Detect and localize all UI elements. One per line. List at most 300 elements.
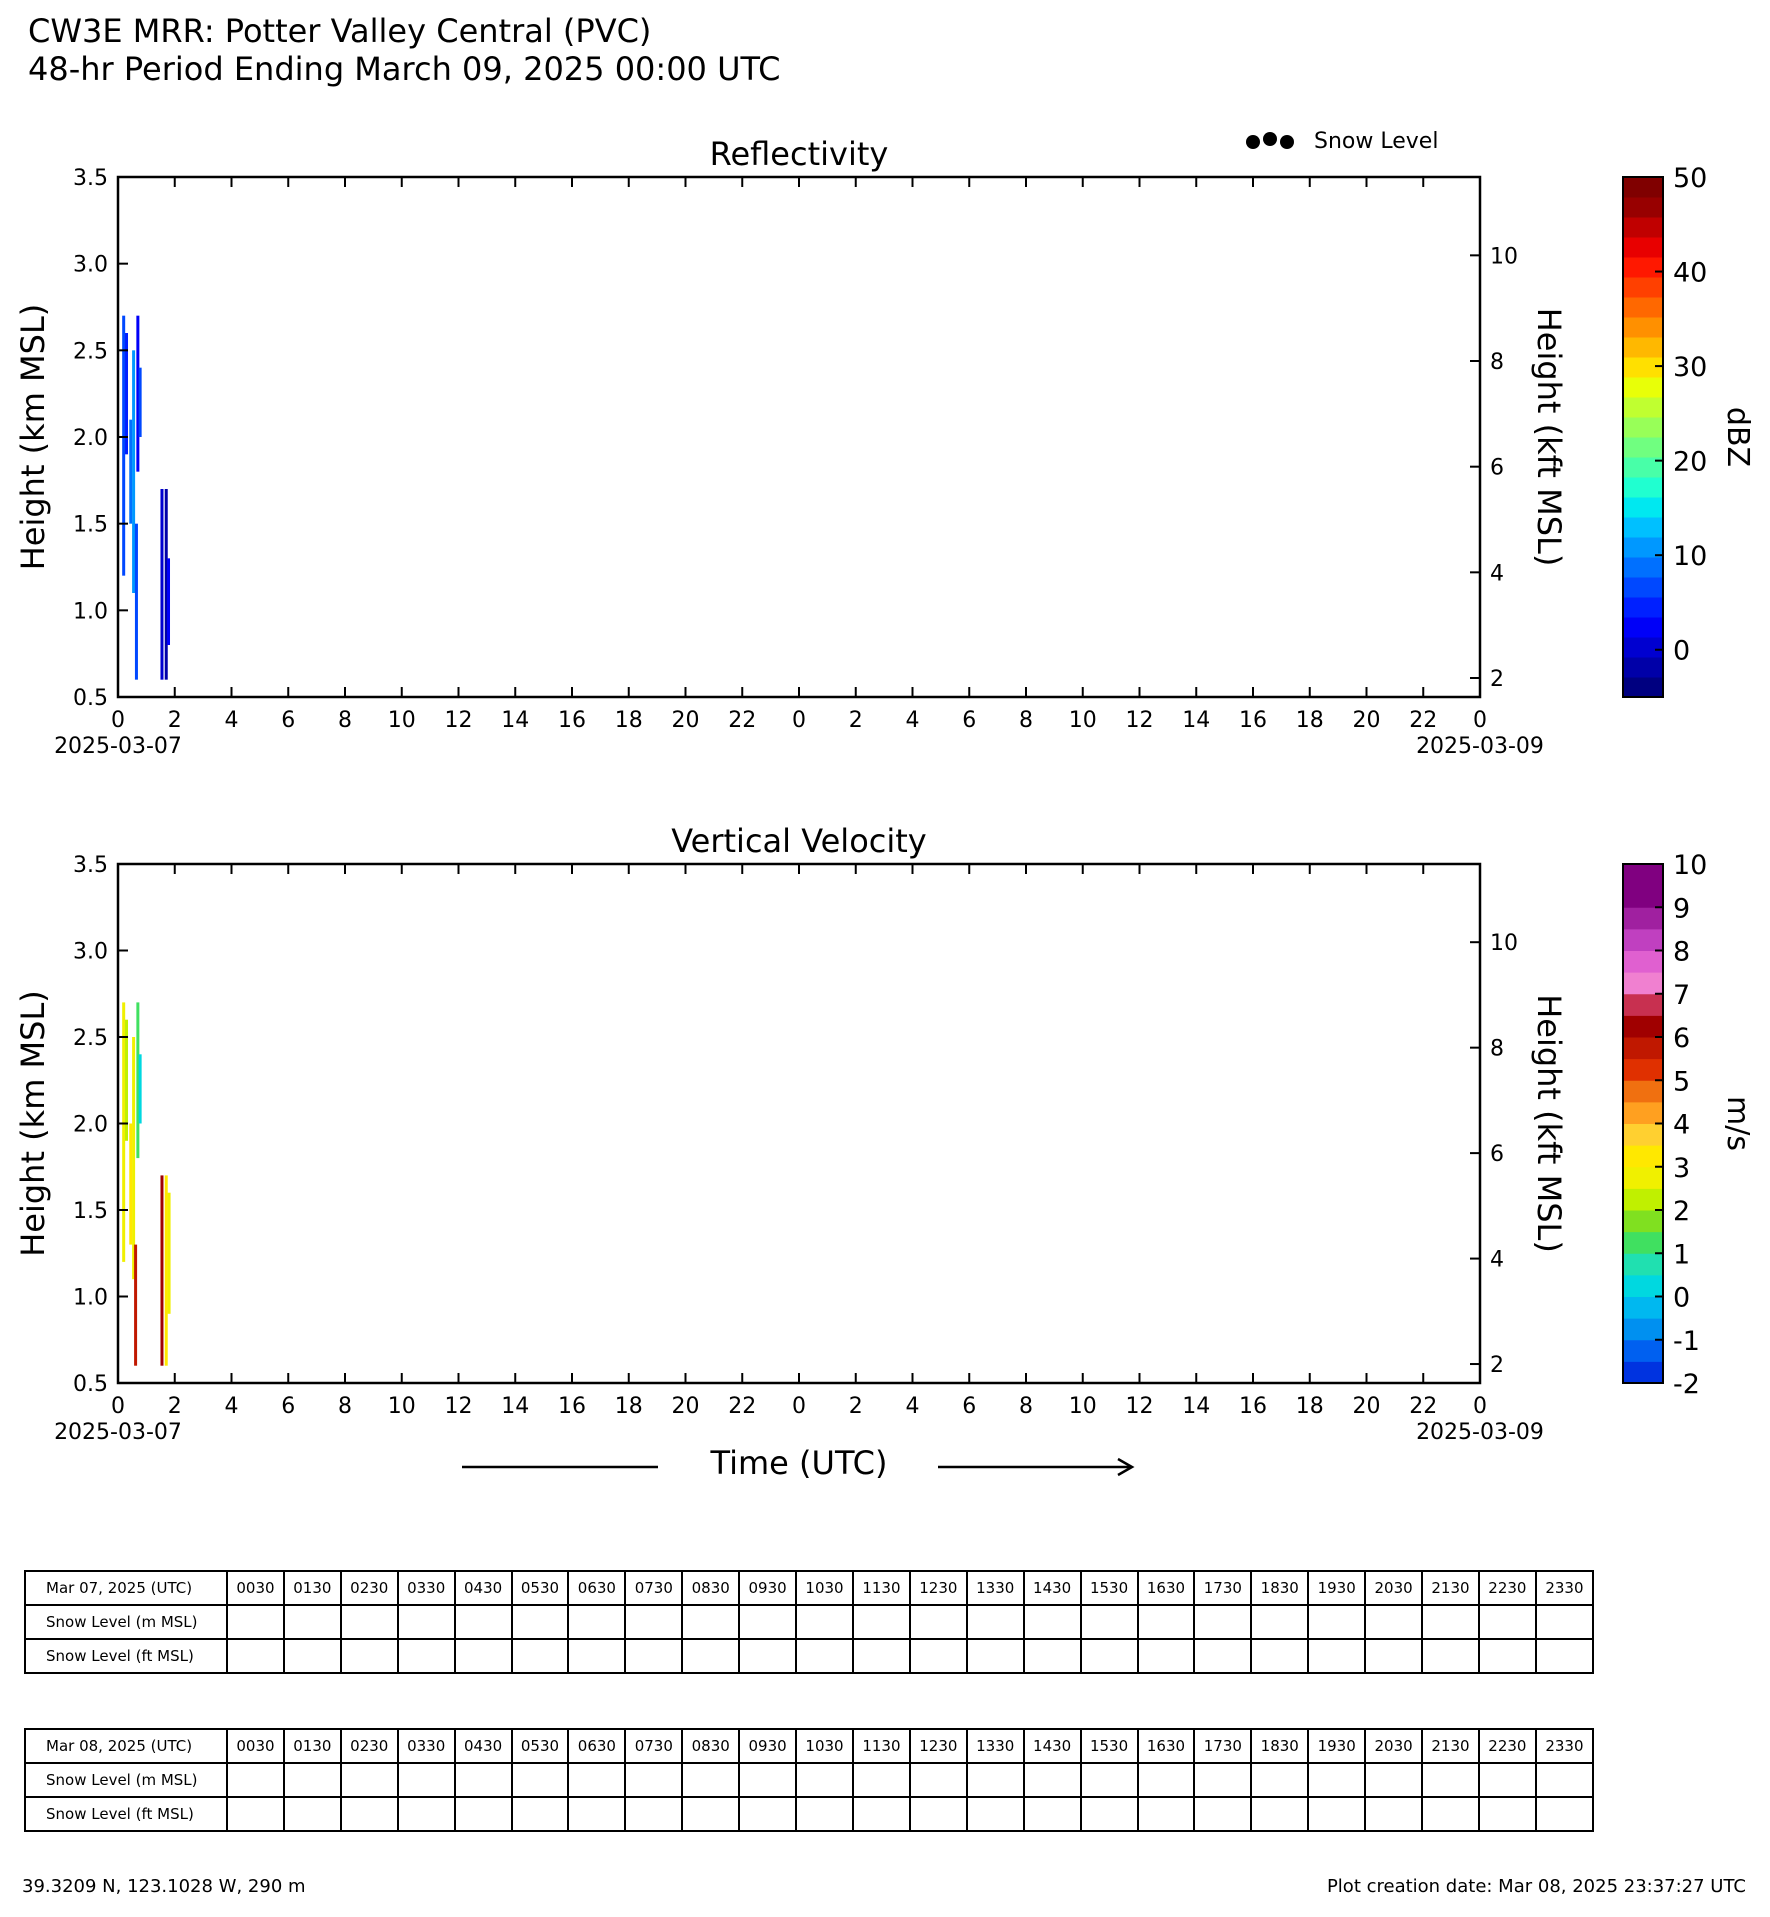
x-tick-label: 22 [1409,708,1438,733]
y2-tick-label: 6 [1490,455,1504,481]
x-tick-label: 2 [848,1394,863,1419]
colorbar-tick-label: 50 [1673,163,1708,194]
data-cell [139,1054,142,1123]
snow-table-time-cell: 0230 [341,1729,398,1763]
x-tick-label: 6 [281,1394,296,1419]
chart-title: CW3E MRR: Potter Valley Central (PVC) [28,12,652,50]
snow-table-time-cell: 2130 [1422,1571,1479,1605]
snow-table-value-cell [910,1763,967,1797]
snow-table-row-label: Snow Level (m MSL) [25,1763,227,1797]
colorbar-tick-label: 0 [1673,1282,1691,1314]
y-tick-label: 3.5 [73,853,108,878]
colorbar-tick-label: 10 [1673,850,1708,881]
snow-table-value-cell [1422,1763,1479,1797]
snow-table-time-cell: 1530 [1081,1729,1138,1763]
y2-tick-label: 4 [1490,561,1504,587]
colorbar-swatch [1623,657,1663,678]
snow-table-date-label: Mar 08, 2025 (UTC) [25,1729,227,1763]
y-tick-label: 2.5 [73,339,108,365]
snow-table-value-cell [227,1797,284,1831]
x-tick-label: 0 [111,1394,125,1419]
snow-table-value-cell [739,1763,796,1797]
colorbar-swatch [1623,377,1663,398]
colorbar-swatch [1623,677,1663,698]
snow-table-value-cell [284,1797,341,1831]
colorbar-swatch [1623,237,1663,258]
x-tick-label: 14 [1182,1394,1211,1419]
snow-table-time-cell: 0730 [625,1571,682,1605]
snow-table-header-row [25,1571,1593,1605]
data-cell [139,368,142,437]
station-location: 39.3209 N, 123.1028 W, 290 m [22,1876,306,1897]
snow-table-row [25,1763,1593,1797]
snow-table-value-cell [853,1763,910,1797]
plot-frame [118,864,1480,1383]
snow-table-value-cell [398,1639,455,1673]
y2-tick-label: 6 [1490,1142,1504,1168]
snow-table-value-cell [796,1639,853,1673]
snow-table-value-cell [625,1605,682,1639]
snow-table-value-cell [853,1639,910,1673]
x-tick-label: 0 [792,1394,806,1419]
x-tick-label: 18 [614,1394,643,1419]
snow-table-value-cell [1251,1605,1308,1639]
snow-table-time-cell: 0530 [512,1571,569,1605]
snow-table-value-cell [796,1763,853,1797]
snow-table-time-cell: 1830 [1251,1729,1308,1763]
snow-table-value-cell [1365,1763,1422,1797]
colorbar-swatch [1623,886,1663,908]
snow-table-time-cell: 1130 [853,1729,910,1763]
snow-table-value-cell [1138,1639,1195,1673]
x-tick-label: 20 [671,708,700,733]
colorbar-tick-label: 6 [1673,1023,1691,1054]
colorbar-tick-label: 30 [1673,352,1708,384]
snow-table-value-cell [1365,1639,1422,1673]
snow-table-value-cell [341,1763,398,1797]
colorbar-tick-label: 5 [1673,1066,1691,1098]
x-tick-label: 2 [848,708,863,733]
colorbar-swatch [1623,1167,1663,1189]
snow-table-time-cell: 1630 [1138,1571,1195,1605]
y2-tick-label: 2 [1490,667,1504,693]
x-tick-label: 22 [728,1394,757,1419]
end-date-label: 2025-03-09 [1416,734,1544,759]
snow-table-value-cell [1251,1763,1308,1797]
snow-table-time-cell: 1830 [1251,1571,1308,1605]
colorbar-tick-label: -2 [1673,1369,1700,1400]
colorbar-swatch [1623,497,1663,518]
y-tick-label: 0.5 [73,686,108,711]
snow-table-value-cell [967,1797,1024,1831]
x-tick-label: 6 [962,1394,977,1419]
snow-table-value-cell [1308,1639,1365,1673]
colorbar-swatch [1623,1361,1663,1383]
colorbar-tick-label: 40 [1673,257,1708,289]
snow-table-value-cell [739,1797,796,1831]
x-tick-label: 0 [111,708,125,733]
snow-table-value-cell [1081,1763,1138,1797]
colorbar-swatch [1623,637,1663,658]
snow-table-row-label: Snow Level (m MSL) [25,1605,227,1639]
snow-table-value-cell [1422,1797,1479,1831]
colorbar-tick-label: 3 [1673,1152,1691,1184]
snow-table-value-cell [1194,1639,1251,1673]
snow-level-table-day2 [24,1728,1594,1832]
snow-table-value-cell [455,1605,512,1639]
snow-table-value-cell [1308,1605,1365,1639]
x-tick-label: 20 [671,1394,700,1419]
snow-table-time-cell: 2030 [1365,1729,1422,1763]
snow-table-value-cell [1024,1763,1081,1797]
snow-table-time-cell: 2230 [1479,1729,1536,1763]
snow-table-date-label: Mar 07, 2025 (UTC) [25,1571,227,1605]
x-tick-label: 10 [1068,708,1097,733]
x-tick-label: 4 [905,708,920,733]
snow-table-time-cell: 1530 [1081,1571,1138,1605]
x-tick-label: 18 [1295,1394,1324,1419]
data-cell [167,558,170,645]
snow-table-time-cell: 1430 [1024,1571,1081,1605]
y-tick-label: 2.0 [73,426,108,451]
snow-table-value-cell [796,1797,853,1831]
colorbar-swatch [1623,517,1663,538]
y-tick-label: 2.5 [73,1026,108,1051]
x-tick-label: 8 [1019,708,1033,733]
colorbar-swatch [1623,577,1663,598]
snow-table-time-cell: 0330 [398,1729,455,1763]
snow-table-time-cell: 2130 [1422,1729,1479,1763]
x-tick-label: 16 [1239,708,1267,733]
x-tick-label: 6 [962,708,977,733]
x-tick-label: 2 [167,1394,182,1419]
snow-table-time-cell: 1630 [1138,1729,1195,1763]
x-tick-label: 4 [224,1394,239,1419]
snow-table-time-cell: 0330 [398,1571,455,1605]
colorbar-swatch [1623,257,1663,278]
snow-table-value-cell [284,1639,341,1673]
colorbar-tick-label: 4 [1673,1109,1691,1141]
x-tick-label: 0 [1473,1394,1487,1419]
data-cell [135,524,138,680]
x-tick-label: 4 [905,1394,920,1419]
snow-table-value-cell [739,1639,796,1673]
x-tick-label: 4 [224,708,239,733]
snow-table-value-cell [341,1639,398,1673]
snow-table-value-cell [682,1605,739,1639]
x-tick-label: 18 [1295,708,1324,733]
snow-table-value-cell [568,1605,625,1639]
snow-table-value-cell [796,1605,853,1639]
data-cell [129,420,132,524]
snow-table-time-cell: 0430 [455,1729,512,1763]
colorbar-swatch [1623,1232,1663,1254]
snow-table-value-cell [739,1605,796,1639]
snow-table-value-cell [1138,1605,1195,1639]
colorbar-swatch [1623,597,1663,618]
y2-tick-label: 8 [1490,350,1504,376]
x-tick-label: 20 [1352,1394,1381,1419]
snow-table-time-cell: 0230 [341,1571,398,1605]
snow-table-value-cell [625,1639,682,1673]
snow-table-time-cell: 2330 [1536,1571,1593,1605]
snow-table-value-cell [853,1797,910,1831]
colorbar-swatch [1623,1253,1663,1275]
snow-table-value-cell [1536,1605,1593,1639]
colorbar-swatch [1623,277,1663,298]
snow-table-time-cell: 0130 [284,1571,341,1605]
snow-table-time-cell: 0530 [512,1729,569,1763]
snow-table-row [25,1797,1593,1831]
x-tick-label: 18 [614,708,643,733]
colorbar-swatch [1623,477,1663,498]
y-tick-label: 2.0 [73,1112,108,1138]
snow-table-value-cell [1194,1605,1251,1639]
x-tick-label: 12 [1125,708,1154,733]
snow-table-value-cell [512,1639,569,1673]
snow-table-value-cell [1479,1639,1536,1673]
snow-table-time-cell: 0030 [227,1729,284,1763]
snow-table-time-cell: 0630 [568,1571,625,1605]
x-tick-label: 22 [728,708,757,733]
colorbar-swatch [1623,1037,1663,1059]
data-cell [160,1175,163,1365]
snow-table-row [25,1639,1593,1673]
colorbar-swatch [1623,907,1663,929]
colorbar-swatch [1623,337,1663,358]
colorbar-swatch [1623,357,1663,378]
chart-subtitle: 48-hr Period Ending March 09, 2025 00:00 UTC [28,50,781,88]
snow-table-value-cell [512,1605,569,1639]
x-tick-label: 12 [444,1394,473,1419]
snow-level-marker [1263,132,1277,146]
colorbar-swatch [1623,994,1663,1016]
x-tick-label: 8 [338,1394,352,1419]
x-tick-label: 16 [1239,1394,1267,1419]
colorbar-label: dBZ [1720,406,1755,468]
x-tick-label: 20 [1352,708,1381,733]
snow-table-time-cell: 1330 [967,1571,1024,1605]
start-date-label: 2025-03-07 [54,734,182,759]
snow-table-value-cell [1365,1797,1422,1831]
snow-table-time-cell: 1730 [1194,1571,1251,1605]
snow-table-value-cell [967,1605,1024,1639]
snow-table-time-cell: 0630 [568,1729,625,1763]
colorbar-swatch [1623,1275,1663,1297]
y-tick-label: 1.5 [73,512,108,538]
colorbar-tick-label: 1 [1673,1239,1691,1271]
data-cell [132,1037,135,1279]
colorbar-swatch [1623,1080,1663,1102]
snow-table-row-label: Snow Level (ft MSL) [25,1797,227,1831]
colorbar-tick-label: -1 [1673,1325,1700,1357]
y-axis-label: Height (km MSL) [14,990,52,1257]
snow-table-value-cell [455,1639,512,1673]
plot-creation-date: Plot creation date: Mar 08, 2025 23:37:27 UTC [1326,1876,1746,1897]
snow-table-time-cell: 0430 [455,1571,512,1605]
snow-table-time-cell: 0830 [682,1571,739,1605]
snow-table-value-cell [568,1639,625,1673]
data-cell [132,350,135,593]
x-tick-label: 0 [1473,708,1487,733]
y-tick-label: 1.5 [73,1199,108,1224]
snow-level-table-day1 [24,1570,1594,1674]
colorbar-swatch [1623,1340,1663,1362]
snow-table-value-cell [1081,1797,1138,1831]
colorbar-swatch [1623,297,1663,318]
snow-table-value-cell [227,1639,284,1673]
colorbar-swatch [1623,197,1663,218]
colorbar-tick-label: 2 [1673,1196,1691,1227]
colorbar-swatch [1623,397,1663,418]
colorbar-swatch [1623,1015,1663,1037]
snow-table-time-cell: 1030 [796,1571,853,1605]
colorbar-swatch [1623,1059,1663,1081]
colorbar-swatch [1623,217,1663,238]
snow-table-value-cell [910,1605,967,1639]
snow-table-value-cell [568,1797,625,1831]
snow-table-value-cell [625,1763,682,1797]
snow-table-value-cell [341,1797,398,1831]
snow-table-value-cell [284,1763,341,1797]
snow-table-value-cell [227,1605,284,1639]
snow-table-value-cell [512,1763,569,1797]
snow-table-value-cell [341,1605,398,1639]
x-tick-label: 10 [1068,1394,1097,1419]
colorbar-swatch [1623,177,1663,198]
snow-table-time-cell: 1030 [796,1729,853,1763]
snow-table-header-row [25,1729,1593,1763]
colorbar-tick-label: 20 [1673,446,1708,478]
colorbar-swatch [1623,437,1663,458]
time-axis-label: Time (UTC) [710,1444,888,1482]
snow-table-value-cell [1251,1797,1308,1831]
x-tick-label: 2 [167,708,182,733]
colorbar-tick-label: 8 [1673,936,1691,968]
snow-table-value-cell [455,1797,512,1831]
colorbar-swatch [1623,972,1663,994]
snow-table-value-cell [967,1763,1024,1797]
snow-table-value-cell [625,1797,682,1831]
x-tick-label: 6 [281,708,296,733]
y2-tick-label: 10 [1490,931,1518,957]
snow-table-value-cell [398,1763,455,1797]
colorbar-swatch [1623,951,1663,973]
snow-table-value-cell [1138,1797,1195,1831]
data-cell [165,1175,168,1365]
data-cell [160,489,163,680]
snow-table-value-cell [1479,1797,1536,1831]
y-tick-label: 3.5 [73,166,108,191]
snow-level-legend-label: Snow Level [1314,129,1439,154]
snow-table-value-cell [853,1605,910,1639]
snow-table-time-cell: 1430 [1024,1729,1081,1763]
snow-table-time-cell: 1230 [910,1729,967,1763]
snow-level-marker [1246,135,1260,149]
y-tick-label: 3.0 [73,939,108,965]
snow-table-time-cell: 0930 [739,1729,796,1763]
snow-table-value-cell [1194,1763,1251,1797]
x-tick-label: 0 [792,708,806,733]
x-tick-label: 22 [1409,1394,1438,1419]
x-tick-label: 16 [558,708,586,733]
snow-table-time-cell: 1930 [1308,1729,1365,1763]
snow-table-value-cell [1024,1639,1081,1673]
snow-table-value-cell [1081,1639,1138,1673]
snow-table-value-cell [455,1763,512,1797]
x-tick-label: 10 [387,708,416,733]
snow-table-time-cell: 0730 [625,1729,682,1763]
snow-table-value-cell [1024,1605,1081,1639]
data-cell [122,316,125,576]
snow-table-value-cell [682,1639,739,1673]
colorbar-swatch [1623,1124,1663,1146]
y-tick-label: 1.0 [73,1285,108,1311]
snow-table-value-cell [1251,1639,1308,1673]
x-tick-label: 14 [1182,708,1211,733]
panel-title: Vertical Velocity [671,822,927,860]
snow-table-value-cell [1422,1605,1479,1639]
snow-table-value-cell [398,1605,455,1639]
colorbar-tick-label: 0 [1673,635,1691,667]
colorbar-tick-label: 7 [1673,979,1691,1011]
snow-table-value-cell [284,1605,341,1639]
x-tick-label: 8 [1019,1394,1033,1419]
snow-table-time-cell: 2030 [1365,1571,1422,1605]
colorbar-swatch [1623,1145,1663,1167]
colorbar-swatch [1623,417,1663,438]
colorbar-tick-label: 9 [1673,893,1691,925]
snow-table-value-cell [1422,1639,1479,1673]
x-tick-label: 8 [338,708,352,733]
snow-table-value-cell [682,1763,739,1797]
y-tick-label: 1.0 [73,599,108,625]
snow-table-value-cell [568,1763,625,1797]
y2-tick-label: 4 [1490,1247,1504,1273]
snow-table-time-cell: 0830 [682,1729,739,1763]
snow-table-time-cell: 0030 [227,1571,284,1605]
y2-tick-label: 10 [1490,244,1518,270]
x-tick-label: 12 [444,708,473,733]
x-tick-label: 12 [1125,1394,1154,1419]
snow-table-value-cell [1308,1797,1365,1831]
y-axis-label: Height (km MSL) [14,303,52,571]
y2-tick-label: 2 [1490,1353,1504,1379]
colorbar-swatch [1623,1102,1663,1124]
data-cell [122,1002,125,1262]
snow-table-time-cell: 0930 [739,1571,796,1605]
x-tick-label: 16 [558,1394,586,1419]
snow-table-value-cell [1479,1763,1536,1797]
snow-table-value-cell [1081,1605,1138,1639]
snow-table-value-cell [1536,1797,1593,1831]
snow-level-marker [1280,135,1294,149]
data-cell [168,1193,171,1314]
snow-table-time-cell: 1330 [967,1729,1024,1763]
snow-table-time-cell: 2330 [1536,1729,1593,1763]
y-tick-label: 0.5 [73,1372,108,1397]
colorbar-swatch [1623,617,1663,638]
colorbar-swatch [1623,1297,1663,1319]
data-cell [134,1245,137,1366]
snow-table-time-cell: 1930 [1308,1571,1365,1605]
snow-table-value-cell [1536,1639,1593,1673]
colorbar-swatch [1623,929,1663,951]
snow-table-value-cell [910,1797,967,1831]
data-cell [129,1124,132,1245]
snow-table-value-cell [1024,1797,1081,1831]
snow-table-value-cell [1365,1605,1422,1639]
